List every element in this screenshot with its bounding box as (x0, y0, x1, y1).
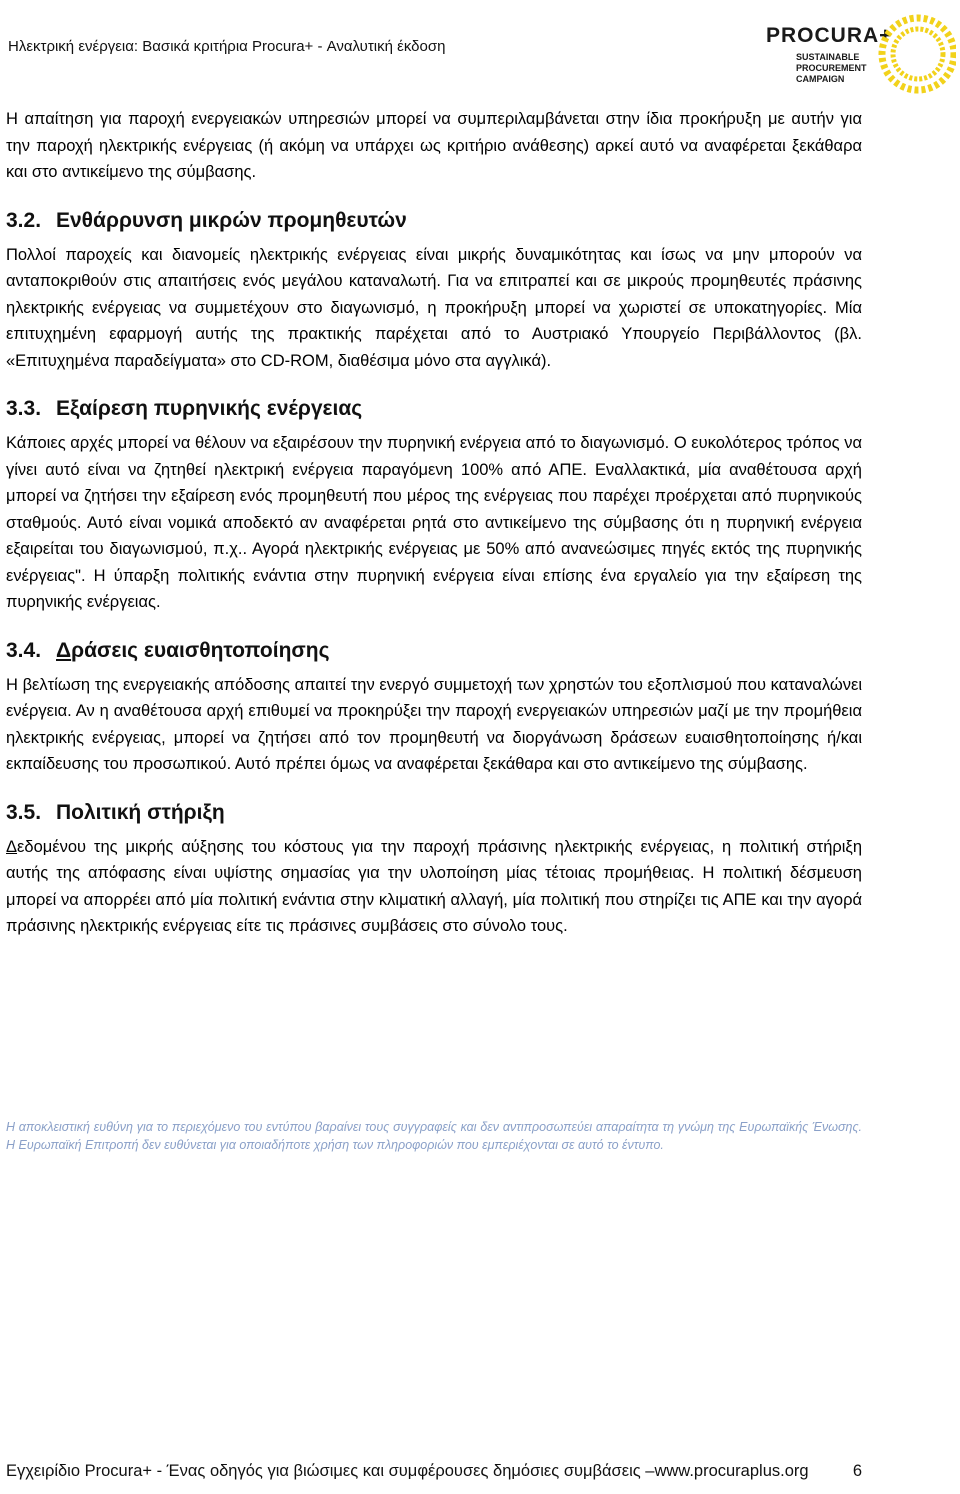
procura-logo (762, 10, 958, 96)
section-paragraph: Πολλοί παροχείς και διανομείς ηλεκτρικής ενέργειας είναι μικρής δυναμικότητας και ίσως να μην μπορούν να ανταποκριθούν στις απαιτήσεις ενός μεγάλου καταναλωτή. Για να επιτραπεί και σε μικρούς προμηθευτές πράσινης ηλεκτρικής ενέργειας να συμμετέχουν στο διαγωνισμό, η προκήρυξη μπορεί να χωριστεί σε υποκατηγορίες. Μία επιτυχημένη εφαρμογή αυτής της πρακτικής παρέχεται από το Αυστριακό Υπουργείο Περιβάλλοντος (βλ. «Επιτυχημένα παραδείγματα» στο CD-ROM, διαθέσιμα μόνο στα αγγλικά). (6, 245, 862, 370)
section-title: Πολιτική στήριξη (56, 800, 225, 824)
section-heading (6, 636, 862, 666)
eu-disclaimer: Η αποκλειστική ευθύνη για το περιεχόμενο του εντύπου βαραίνει τους συγγραφείς και δεν αντιπροσωπεύει απαραίτητα τη γνώμη της Ευρωπαϊκής Ένωσης. Η Ευρωπαϊκή Επιτροπή δεν ευθύνεται για οποιαδήποτε χρήση των πληροφοριών που εμπεριέχονται σε αυτό το έντυπο. (6, 1120, 862, 1152)
footer-text: Εγχειρίδιο Procura+ - Ένας οδηγός για βιώσιμες και συμφέρουσες δημόσιες συμβάσεις –www.procuraplus.org (6, 1462, 809, 1480)
section-heading (6, 206, 862, 236)
intro-paragraph: Η απαίτηση για παροχή ενεργειακών υπηρεσιών μπορεί να συμπεριλαμβάνεται στην ίδια προκήρυξη με αυτήν για την παροχή ηλεκτρικής ενέργειας (ή ακόμη να υπάρχει ως κριτήριο ανάθεσης) αρκεί αυτό να αναφέρεται ξεκάθαρα και στο αντικείμενο της σύμβασης. (6, 110, 862, 181)
section-number: 3.4. (6, 638, 42, 662)
section-title: Ενθάρρυνση μικρών προμηθευτών (56, 208, 407, 232)
section-title-initial: Δ (56, 638, 72, 662)
section-number: 3.2. (6, 208, 42, 232)
logo-sun-icon (870, 12, 956, 98)
logo-subtitle (796, 52, 867, 85)
page-number: 6 (852, 1462, 862, 1480)
section-title: Εξαίρεση πυρηνικής ενέργειας (56, 397, 363, 420)
paragraph-text: εδομένου της μικρής αύξησης του κόστους για την παροχή πράσινης ηλεκτρικής ενέργειας, η πολιτική στήριξη αυτής της απόφασης είναι υψίστης σημασίας για την υλοποίηση μίας τέτοιας προμήθειας. Η πολιτική δέσμευση μπορεί να απορρέει από μία πολιτική ενάντια στην κλιματική αλλαγή, μία πολιτική που στηρίζει τις ΑΠΕ και την αγορά πράσινης ηλεκτρικής ενέργειας είτε τις πράσινες συμβάσεις στο σύνολο τους. (6, 837, 862, 935)
paragraph-initial: Δ (6, 837, 18, 856)
section-paragraph: Κάποιες αρχές μπορεί να θέλουν να εξαιρέσουν την πυρηνική ενέργεια από το διαγωνισμό. Ο ευκολότερος τρόπος να γίνει αυτό είναι να ζητηθεί ηλεκτρική ενέργεια παραγόμενη 100% από ΑΠΕ. Εναλλακτικά, μία αναθέτουσα αρχή μπορεί να ζητήσει την εξαίρεση ενός προμηθευτή που μέρος της ενέργειας που παρέχει προέρχεται από πυρηνικούς σταθμούς. Αυτό είναι νομικά αποδεκτό αν αναφέρεται ρητά στο αντικείμενο της σύμβασης ότι η πυρηνική ενέργεια εξαιρείται του διαγωνισμού, π.χ.. Αγορά ηλεκτρικής ενέργειας με 50% από ανανεώσιμες πηγές εκτός της πυρηνικής ενέργειας". Η ύπαρξη πολιτικής ενάντια στην πυρηνική ενέργεια είναι επίσης ένα εργαλείο για την εξαίρεση της πυρηνικής ενέργειας. (6, 434, 862, 611)
logo-subtitle-line: PROCUREMENT (796, 63, 867, 73)
logo-subtitle-line: CAMPAIGN (796, 74, 845, 84)
section-title: ράσεις ευαισθητοποίησης (71, 638, 330, 662)
logo-wordmark: PROCURA+ (766, 24, 893, 47)
section-number: 3.3. (6, 397, 42, 420)
logo-subtitle-line: SUSTAINABLE (796, 52, 860, 62)
document-body (6, 106, 862, 940)
section-number: 3.5. (6, 800, 42, 824)
section-heading (6, 394, 862, 424)
document-header-title: Ηλεκτρική ενέργεια: Βασικά κριτήρια Procura+ - Αναλυτική έκδοση (8, 38, 446, 55)
page-footer (6, 1462, 862, 1481)
section-heading (6, 798, 862, 828)
section-paragraph: Η βελτίωση της ενεργειακής απόδοσης απαιτεί την ενεργό συμμετοχή των χρηστών του εξοπλισμού που καταναλώνει ενέργεια. Αν η αναθέτουσα αρχή επιθυμεί να προκηρύξει την παροχή ενεργειακών υπηρεσιών μαζί με την προμήθεια ηλεκτρικής ενέργειας, μπορεί να ζητήσει από τον προμηθευτή να διοργάνωση δράσεων ευαισθητοποίησης ή/και εκπαίδευσης του προσωπικού. Αυτό πρέπει όμως να αναφέρεται ξεκάθαρα και στο αντικείμενο της σύμβασης. (6, 675, 862, 773)
section-paragraph (6, 834, 862, 940)
